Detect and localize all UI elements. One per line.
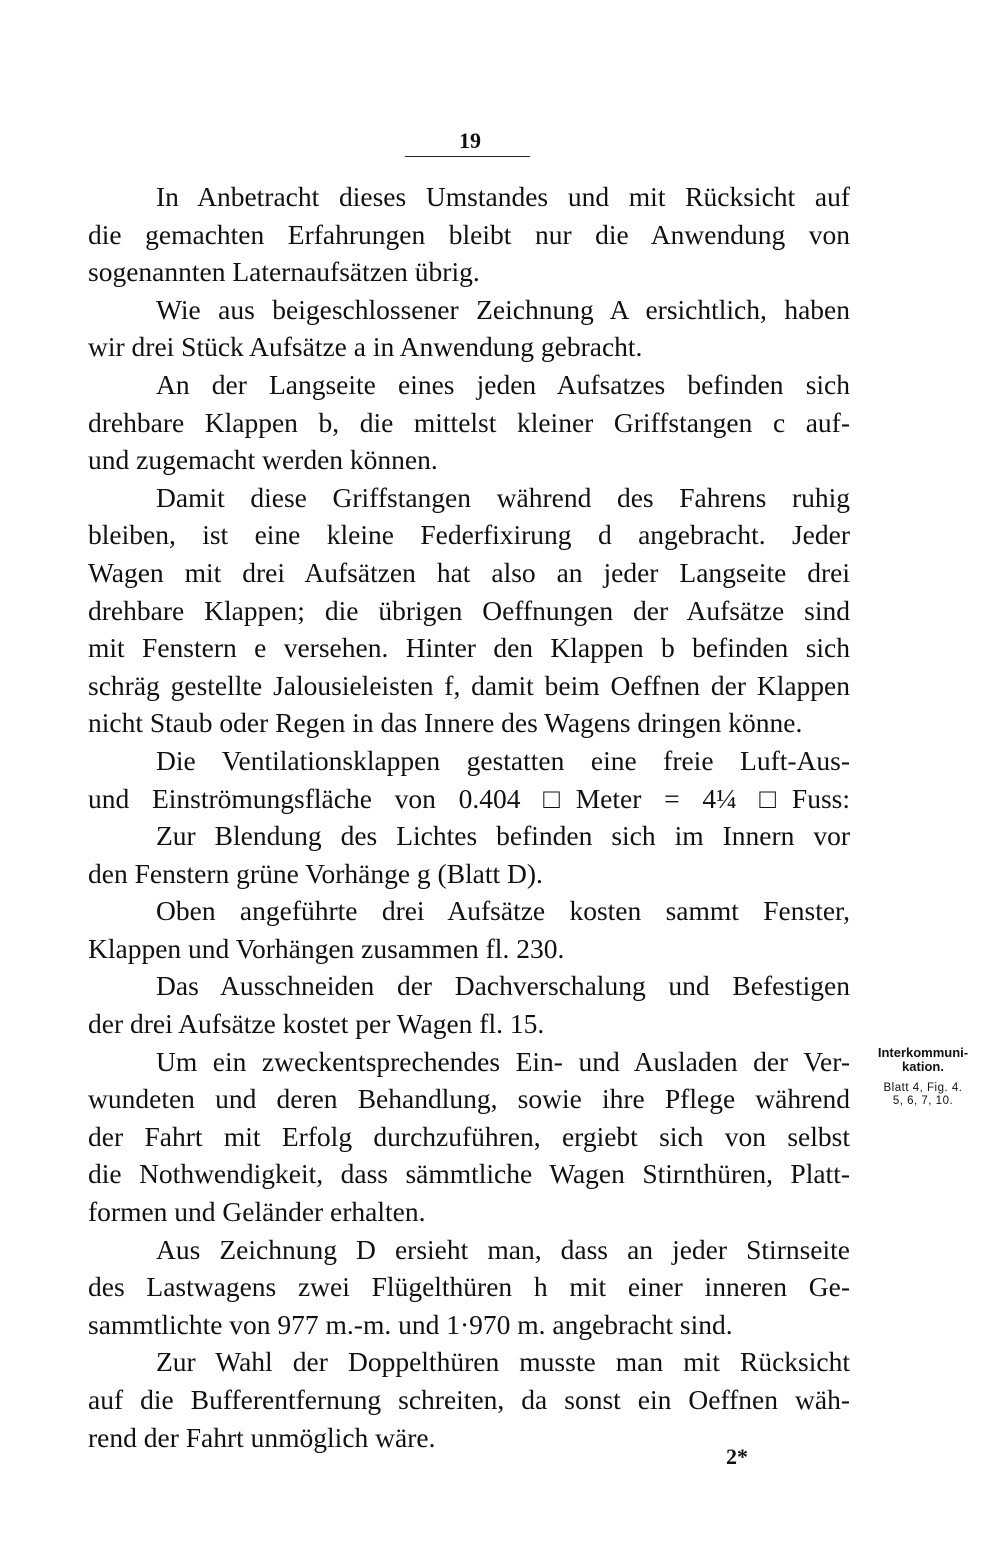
margin-note-ref-line: 5, 6, 7, 10. [892, 1095, 954, 1107]
text-line: Oben angeführte drei Aufsätze kosten sammt Fenster, [156, 895, 850, 927]
text-line: drehbare Klappen; die übrigen Oeffnungen der Aufsätze sind [88, 594, 850, 626]
text-line: die gemachten Erfahrungen bleibt nur die Anwendung von [88, 218, 850, 250]
text-line: wir drei Stück Aufsätze a in Anwendung gebracht. [88, 331, 643, 363]
signature-mark: 2* [726, 1444, 748, 1469]
text-line: Die Ventilationsklappen gestatten eine freie Luft-Aus- [156, 744, 850, 776]
body-text [88, 178, 850, 1456]
text-line: Zur Wahl der Doppelthüren musste man mit Rücksicht [156, 1346, 850, 1378]
text-line: Wagen mit drei Aufsätzen hat also an jeder Langseite drei [88, 556, 850, 588]
text-line: wundeten und deren Behandlung, sowie ihre Pflege während [88, 1083, 850, 1115]
margin-note-heading [858, 1046, 988, 1074]
text-line: Zur Blendung des Lichtes befinden sich im Innern vor [156, 820, 850, 852]
text-line: drehbare Klappen b, die mittelst kleiner Griffstangen c auf- [88, 406, 850, 438]
text-line: In Anbetracht dieses Umstandes und mit Rücksicht auf [156, 181, 850, 212]
text-line: und Einströmungsfläche von 0.404 □Meter = 4¼ □Fuss: [88, 782, 850, 814]
text-line: Um ein zweckentsprechendes Ein- und Ausladen der Ver- [156, 1045, 850, 1077]
text-line: formen und Geländer erhalten. [88, 1196, 426, 1228]
text-line: Das Ausschneiden der Dachverschalung und Befestigen [156, 970, 850, 1002]
margin-note-ref-line: Blatt 4, Fig. 4. [883, 1082, 963, 1094]
text-line: Klappen und Vorhängen zusammen fl. 230. [88, 932, 565, 964]
text-line: Wie aus beigeschlossener Zeichnung A ersichtlich, haben [156, 293, 850, 325]
text-line: auf die Bufferentfernung schreiten, da sonst ein Oeffnen wäh- [88, 1384, 850, 1415]
text-line: und zugemacht werden können. [88, 444, 438, 476]
page-number: 19 [459, 128, 481, 153]
text-line: An der Langseite eines jeden Aufsatzes befinden sich [156, 368, 850, 400]
text-line: des Lastwagens zwei Flügelthüren h mit einer inneren Ge- [88, 1271, 850, 1303]
text-line: der Fahrt mit Erfolg durchzuführen, ergiebt sich von selbst [88, 1120, 850, 1152]
text-line: sammtlichte von 977 m.-m. und 1·970 m. angebracht sind. [88, 1308, 733, 1340]
margin-note-heading-line: kation. [902, 1059, 944, 1074]
text-line: Damit diese Griffstangen während des Fahrens ruhig [156, 481, 850, 513]
text-line: die Nothwendigkeit, dass sämmtliche Wagen Stirnthüren, Platt- [88, 1158, 850, 1190]
header-rule [405, 156, 530, 157]
text-line: mit Fenstern e versehen. Hinter den Klappen b befinden sich [88, 632, 850, 664]
text-line: der drei Aufsätze kostet per Wagen fl. 15. [88, 1008, 545, 1040]
text-line: den Fenstern grüne Vorhänge g (Blatt D). [88, 857, 543, 889]
text-line: rend der Fahrt unmöglich wäre. [88, 1421, 436, 1453]
text-line: bleiben, ist eine kleine Federfixirung d angebracht. Jeder [88, 519, 850, 551]
margin-note-reference [858, 1082, 988, 1108]
margin-note-heading-line: Interkommuni- [877, 1045, 969, 1060]
text-line: sogenannten Laternaufsätzen übrig. [88, 256, 480, 288]
text-line: Aus Zeichnung D ersieht man, dass an jeder Stirnseite [156, 1233, 850, 1265]
text-line: nicht Staub oder Regen in das Innere des Wagens dringen könne. [88, 707, 803, 739]
text-line: schräg gestellte Jalousieleisten f, damit beim Oeffnen der Klappen [88, 669, 850, 701]
